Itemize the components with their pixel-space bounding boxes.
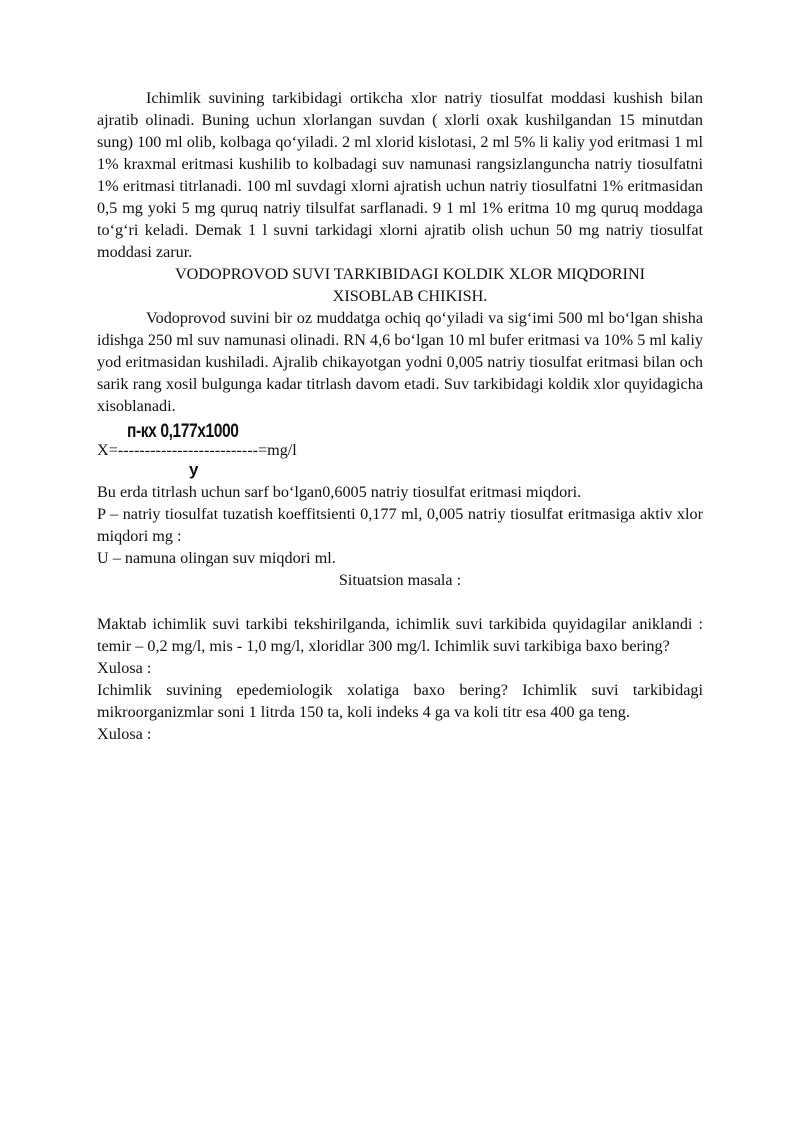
definition-n: Bu erda titrlash uchun sarf bo‘lgan0,6005 natriy tiosulfat eritmasi miqdori. — [97, 483, 582, 501]
formula-denominator: у — [189, 460, 199, 479]
spacer — [97, 591, 703, 613]
section-heading-line2: XISOBLAB CHIKISH. — [332, 287, 488, 305]
definition-p: P – natriy tiosulfat tuzatish koeffitsienti 0,177 ml, 0,005 natriy tiosulfat eritmasiga aktiv xlor miqdori mg : — [97, 505, 703, 545]
section-heading-line1: VODOPROVOD SUVI TARKIBIDAGI KOLDIK XLOR MIQDORINI — [174, 265, 646, 283]
paragraph-intro: Ichimlik suvining tarkibidagi ortikcha xlor natriy tiosulfat moddasi kushish bilan ajratib olinadi. Buning uchun xlorlangan suvdan ( xlorli oxak kushilgandan 15 minutdan sung) 100 ml olib, kolbaga qo‘yiladi. 2 ml xlorid kislotasi, 2 ml 5% li kaliy yod eritmasi 1 ml 1% kraxmal eritmasi kushilib to kolbadagi suv namunasi rangsizlanguncha natriy tiosulfatni 1% eritmasi titrlanadi. 100 ml suvdagi xlorni ajratish uchun natriy tiosulfatni 1% eritmasidan 0,5 mg yoki 5 mg quruq natriy tilsulfat sarflanadi. 9 1 ml 1% eritma 10 mg quruq moddaga to‘g‘ri keladi. Demak 1 l suvni tarkidagi xlorni ajratib olish uchun 50 mg natriy tiosulfat moddasi zarur. — [97, 89, 703, 261]
document-page — [97, 87, 703, 745]
formula-numerator: п-кх 0,177х1000 — [127, 421, 239, 442]
conclusion-label-1: Xulosa : — [97, 659, 152, 677]
situation-title: Situatsion masala : — [338, 571, 462, 589]
task-epidemiology: Ichimlik suvining epedemiologik xolatiga baxo bering? Ichimlik suvi tarkibidagi mikroorganizmlar soni 1 litrda 150 ta, koli indeks 4 ga va koli titr esa 400 ga teng. — [97, 681, 703, 721]
conclusion-label-2: Xulosa : — [97, 725, 152, 743]
paragraph-method: Vodoprovod suvini bir oz muddatga ochiq qo‘yiladi va sig‘imi 500 ml bo‘lgan shisha idishga 250 ml suv namunasi olinadi. RN 4,6 bo‘lgan 10 ml bufer eritmasi va 10% 5 ml kaliy yod eritmasidan kushiladi. Ajralib chikayotgan yodni 0,005 natriy tiosulfat eritmasi bilan och sarik rang xosil bulgunga kadar titrlash davom etadi. Suv tarkibidagi koldik xlor quyidagicha xisoblanadi. — [97, 309, 703, 415]
task-school-water: Maktab ichimlik suvi tarkibi tekshirilganda, ichimlik suvi tarkibida quyidagilar aniklandi : temir – 0,2 mg/l, mis - 1,0 mg/l, xloridlar 300 mg/l. Ichimlik suvi tarkibiga baxo bering? — [97, 615, 703, 655]
formula — [97, 417, 703, 481]
definition-u: U – namuna olingan suv miqdori ml. — [97, 549, 336, 567]
formula-line: X=--------------------------=mg/l — [97, 441, 297, 459]
